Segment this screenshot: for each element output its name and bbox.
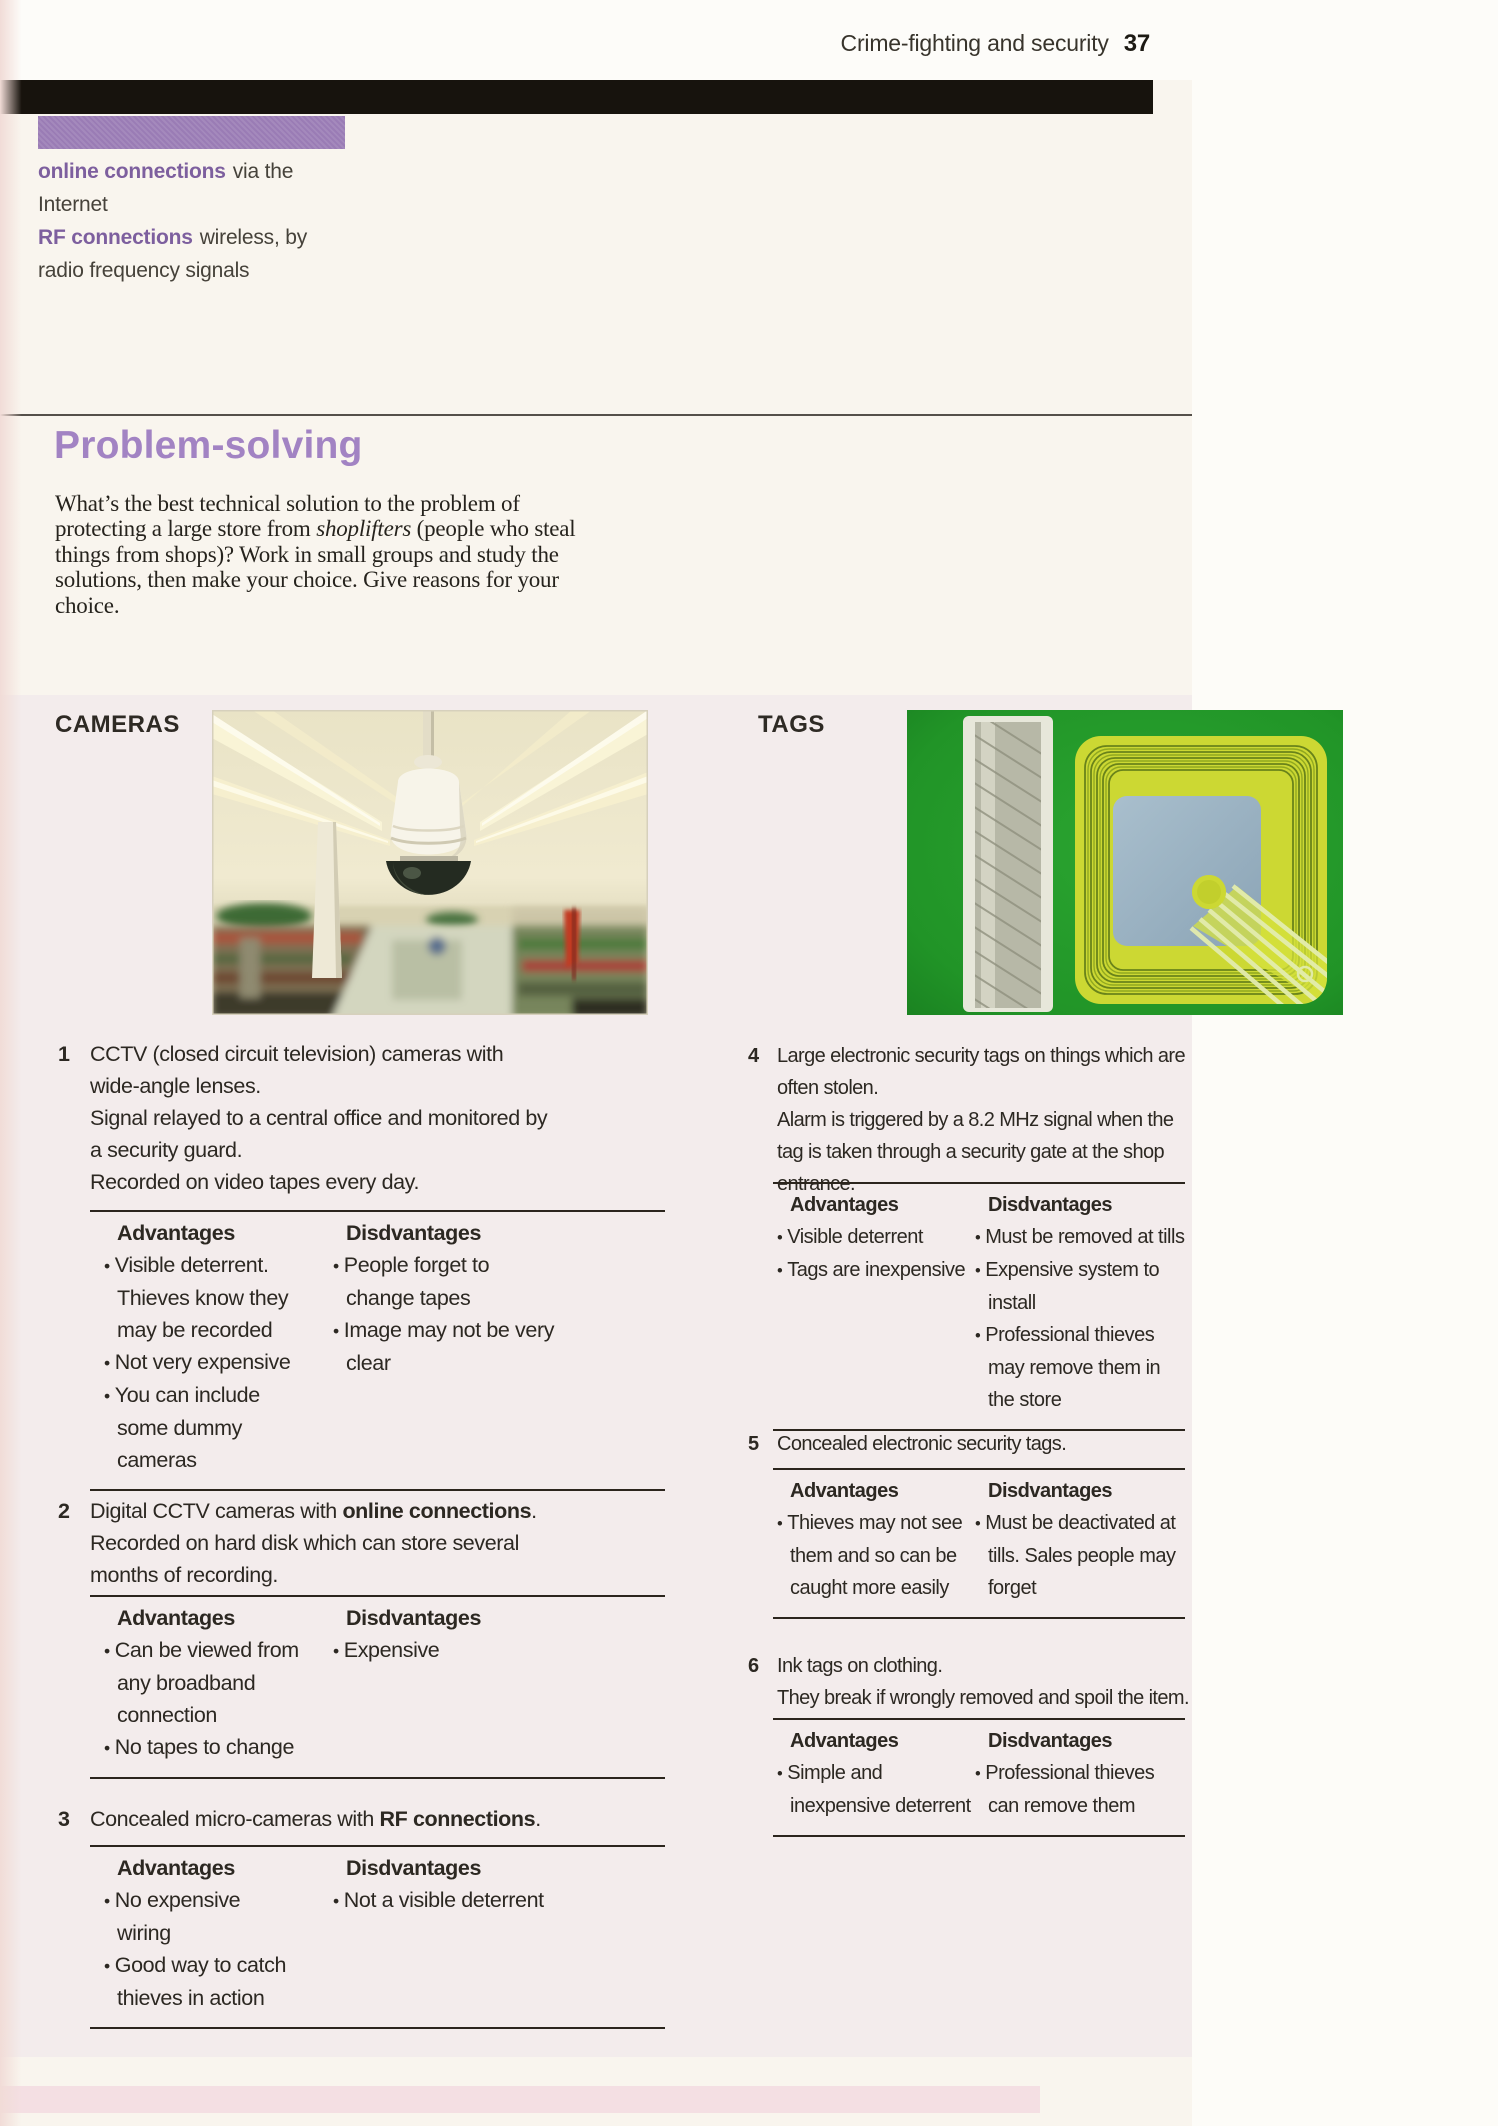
tags-column-label: TAGS [758,711,825,738]
advantage-item: • Not very expensive [104,1346,299,1379]
supermarket-cctv-camera-photo [212,710,648,1015]
vocab-term: online connections [38,160,226,183]
bold-term: RF connections [379,1807,536,1831]
disadvantage-item: • Must be deactivated at tills. Sales people may forget [975,1507,1185,1604]
item-text [90,1038,552,1198]
advantage-item: • No expensive wiring [104,1884,299,1949]
text-segment: . [535,1807,541,1831]
item-text [777,1650,1191,1714]
text-segment: What’s the best technical solution to the problem of protecting a large store from [55,491,520,542]
advantages-column [773,1189,975,1416]
item5-pros-cons-table [773,1468,1185,1619]
page-number: 37 [1123,30,1150,57]
disadvantages-header: Disdvantages [346,1856,482,1880]
solution-item-3 [58,1803,558,1835]
vocab-definition: via the Internet [38,160,294,216]
text-line: Alarm is triggered by a 8.2 MHz signal when the tag is taken through a security gate at the shop entrance. [777,1109,1174,1195]
purple-accent-block [38,116,345,149]
advantage-item: • Can be viewed from any broadband connection [104,1634,299,1731]
text-segment: . [531,1499,537,1523]
advantages-column [90,1602,333,1764]
text-line [90,1803,552,1835]
section-divider-rule [0,414,1192,416]
running-head [0,30,1150,58]
advantages-header: Advantages [117,1221,235,1245]
disadvantages-header: Disdvantages [988,1730,1113,1752]
text-line [90,1495,552,1527]
disadvantage-item: • Expensive [333,1634,558,1667]
item-text [90,1495,552,1591]
disadvantages-list [333,1634,665,1667]
text-line: Recorded on hard disk which can store several months of recording. [90,1531,519,1587]
disadvantages-column [975,1189,1185,1416]
bold-term: online connections [342,1499,532,1523]
item1-pros-cons-table [90,1210,665,1491]
disadvantages-header: Disdvantages [346,1606,482,1630]
cctv-photo-illustration [212,710,648,1015]
item-number: 1 [58,1042,70,1066]
advantages-header: Advantages [790,1194,899,1216]
solution-item-6 [748,1650,1193,1714]
solution-item-2 [58,1495,558,1591]
item6-pros-cons-table [773,1718,1185,1837]
item-number: 4 [748,1045,759,1067]
disadvantage-item: • Expensive system to install [975,1254,1185,1319]
advantages-list [104,1249,333,1476]
item-number: 3 [58,1807,70,1831]
disadvantages-header: Disdvantages [988,1194,1113,1216]
intro-paragraph [55,491,579,618]
item-number: 2 [58,1499,70,1523]
text-line: Recorded on video tapes every day. [90,1170,420,1194]
text-segment: (people who steal things from shops)? Work in small groups and study the solutions, then make your choice. Give reasons for your choice. [55,516,576,618]
disadvantages-column [333,1217,665,1476]
advantage-item: • Good way to catch thieves in action [104,1949,299,2014]
solution-item-1 [58,1038,558,1198]
advantages-list [777,1507,975,1604]
solution-item-4 [748,1040,1193,1200]
disadvantages-column [333,1852,665,2014]
advantage-item: • Simple and inexpensive deterrent [777,1757,975,1822]
advantages-header: Advantages [790,1480,899,1502]
advantages-list [104,1634,333,1764]
text-line: They break if wrongly removed and spoil the item. [777,1687,1189,1709]
advantages-header: Advantages [790,1730,899,1752]
item-text [90,1803,552,1835]
tag-photo-illustration [907,710,1343,1015]
security-tag-photo [907,710,1343,1015]
item-number: 5 [748,1433,759,1455]
advantages-column [90,1852,333,2014]
text-line: Signal relayed to a central office and monitored by a security guard. [90,1106,548,1162]
vocab-entry [38,155,358,221]
disadvantages-list [975,1757,1185,1822]
item-text [777,1040,1191,1200]
text-segment: Concealed micro-cameras with [90,1807,380,1831]
cameras-column-label: CAMERAS [55,711,180,738]
disadvantage-item: • Professional thieves may remove them in the store [975,1319,1185,1416]
text-line: Concealed electronic security tags. [777,1433,1067,1455]
advantages-list [777,1221,975,1287]
advantage-item: • No tapes to change [104,1731,299,1764]
item2-pros-cons-table [90,1595,665,1779]
text-line: Large electronic security tags on things which are often stolen. [777,1045,1186,1099]
item3-pros-cons-table [90,1845,665,2029]
advantage-item: • Tags are inexpensive [777,1254,975,1287]
scan-artifact-strip [0,2086,1040,2113]
black-divider-bar [0,80,1153,114]
advantages-header: Advantages [117,1606,235,1630]
disadvantages-column [975,1725,1185,1822]
vocab-entry [38,221,358,287]
vocab-term: RF connections [38,226,193,249]
advantage-item: • You can include some dummy cameras [104,1379,299,1476]
section-heading: Problem-solving [54,424,363,467]
disadvantages-list [975,1507,1185,1604]
advantages-column [773,1475,975,1604]
text-line: CCTV (closed circuit television) cameras with wide-angle lenses. [90,1042,504,1098]
advantage-item: • Visible deterrent. Thieves know they may be recorded [104,1249,299,1346]
item-text [777,1428,1191,1460]
italic-term: shoplifters [316,516,412,542]
disadvantage-item: • People forget to change tapes [333,1249,558,1314]
chapter-title: Crime-fighting and security [840,30,1109,56]
vocab-definition: wireless, by radio frequency signals [38,226,308,282]
item-number: 6 [748,1655,759,1677]
vocabulary-box [38,155,358,287]
disadvantages-column [975,1475,1185,1604]
advantages-column [90,1217,333,1476]
advantage-item: • Visible deterrent [777,1221,975,1254]
advantages-header: Advantages [117,1856,235,1880]
disadvantages-list [975,1221,1185,1416]
disadvantage-item: • Image may not be very clear [333,1314,558,1379]
text-segment: Digital CCTV cameras with [90,1499,343,1523]
advantages-column [773,1725,975,1822]
disadvantage-item: • Professional thieves can remove them [975,1757,1185,1822]
disadvantages-list [333,1249,665,1379]
disadvantages-list [333,1884,665,1917]
disadvantages-header: Disdvantages [346,1221,482,1245]
advantages-list [104,1884,333,2014]
disadvantage-item: • Must be removed at tills [975,1221,1185,1254]
advantage-item: • Thieves may not see them and so can be caught more easily [777,1507,975,1604]
disadvantages-header: Disdvantages [988,1480,1113,1502]
text-line: Ink tags on clothing. [777,1655,943,1677]
item4-pros-cons-table [773,1182,1185,1431]
solution-item-5 [748,1428,1193,1460]
advantages-list [777,1757,975,1822]
disadvantage-item: • Not a visible deterrent [333,1884,558,1917]
disadvantages-column [333,1602,665,1764]
